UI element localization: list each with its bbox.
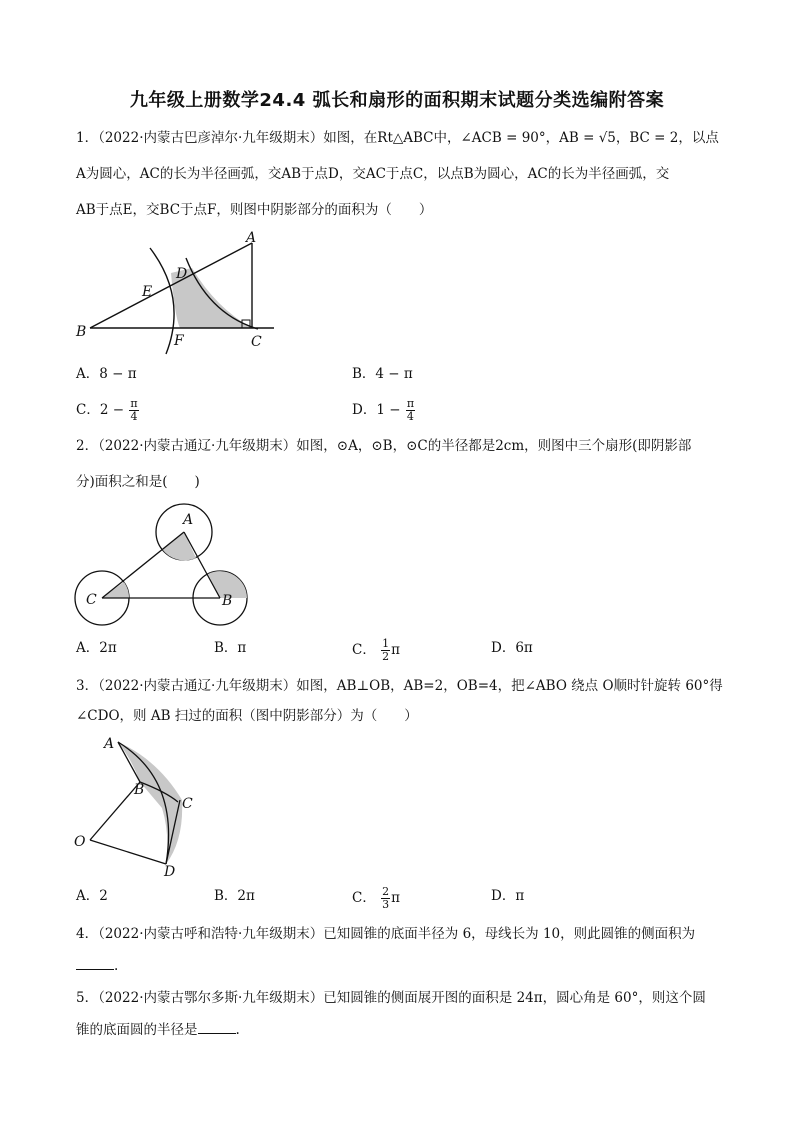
q2-label-a: A: [183, 512, 194, 528]
q1-option-d-denominator: 4: [406, 410, 414, 423]
q1-arc-b: [150, 248, 174, 354]
q3-option-c: [352, 886, 400, 911]
q3-option-b: B．2π: [214, 888, 255, 904]
q2-option-c-denominator: 2: [382, 650, 390, 663]
q2-option-c-fraction: [381, 638, 390, 663]
q1-line-2: A为圆心，AC的长为半径画弧，交AB于点D，交AC于点C，以点B为圆心，AC的长为半径画弧，交: [76, 166, 670, 182]
q1-option-c-prefix: C．2 −: [76, 402, 125, 418]
q2-option-c-prefix: C．: [352, 642, 376, 658]
q1-option-c-numerator: π: [130, 397, 138, 410]
q3-figure: [70, 730, 220, 878]
q2-option-c: [352, 638, 400, 663]
q3-option-c-suffix: π: [391, 890, 401, 906]
q3-label-o: O: [74, 834, 86, 850]
q5-line-1: 5．（2022·内蒙古鄂尔多斯·九年级期末）已知圆锥的侧面展开图的面积是 24π，圆心角是 60°，则这个圆: [76, 990, 706, 1006]
q3-option-c-fraction: [381, 886, 390, 911]
q2-option-c-suffix: π: [391, 642, 401, 658]
q3-label-d: D: [164, 864, 176, 878]
q4-line-2: [76, 956, 118, 976]
q2-option-c-numerator: 1: [382, 637, 390, 650]
q1-line-1: 1．（2022·内蒙古巴彦淖尔·九年级期末）如图，在Rt△ABC中，∠ACB = 90°，AB = √5，BC = 2，以点: [76, 130, 719, 146]
q2-label-b: B: [222, 593, 233, 609]
q1-label-e: E: [142, 284, 153, 300]
q2-option-a: A．2π: [76, 640, 117, 656]
q5-answer-blank[interactable]: [198, 1021, 236, 1034]
q1-label-a: A: [246, 230, 257, 246]
q1-figure: [70, 228, 290, 356]
q3-line-1: 3．（2022·内蒙古通辽·九年级期末）如图，AB⊥OB，AB=2，OB=4，把∠ABO 绕点 O顺时针旋转 60°得: [76, 678, 723, 694]
q3-option-c-prefix: C．: [352, 890, 376, 906]
q1-option-c-fraction: [129, 398, 138, 423]
q3-segment-od: [90, 840, 166, 864]
page-title: 九年级上册数学24.4 弧长和扇形的面积期末试题分类选编附答案: [129, 90, 665, 111]
q3-label-a: A: [104, 736, 115, 752]
q1-label-d: D: [176, 266, 188, 282]
q1-option-c-denominator: 4: [130, 410, 138, 423]
q3-line-2: ∠CDO，则 AB 扫过的面积（图中阴影部分）为（ ）: [76, 708, 418, 724]
q3-option-c-numerator: 2: [382, 885, 390, 898]
q3-label-b: B: [134, 782, 145, 798]
q2-segment-ab: [184, 532, 220, 598]
q1-label-c: C: [251, 334, 262, 350]
q4-line-1: 4．（2022·内蒙古呼和浩特·九年级期末）已知圆锥的底面半径为 6，母线长为 10，则此圆锥的侧面积为: [76, 926, 696, 942]
q1-option-d-numerator: π: [406, 397, 415, 410]
q3-option-c-denominator: 3: [382, 898, 390, 911]
q2-line-2: 分)面积之和是( ): [76, 474, 200, 490]
q1-line-3: AB于点E，交BC于点F，则图中阴影部分的面积为（ ）: [76, 202, 433, 218]
q1-option-c: [76, 398, 140, 423]
q2-segment-ac: [102, 532, 184, 598]
q2-option-d: D．6π: [491, 640, 533, 656]
q1-option-d: [352, 398, 416, 423]
q2-line-1: 2．（2022·内蒙古通辽·九年级期末）如图，⊙A，⊙B，⊙C的半径都是2cm，则图中三个扇形(即阴影部: [76, 438, 692, 454]
q4-answer-blank[interactable]: [76, 957, 114, 970]
q5-line-2: [76, 1020, 240, 1040]
q4-line-2-end: .: [114, 958, 119, 974]
q2-label-c: C: [86, 592, 97, 608]
q2-figure: [70, 502, 254, 626]
q3-label-c: C: [182, 796, 193, 812]
q3-option-d: D．π: [491, 888, 525, 904]
q2-option-b: B．π: [214, 640, 247, 656]
q1-option-a: A．8 − π: [76, 366, 137, 382]
q1-option-d-fraction: [406, 398, 415, 423]
q3-segment-ob: [90, 782, 140, 840]
q5-line-2-text: 锥的底面圆的半径是: [76, 1022, 198, 1038]
q1-option-d-prefix: D．1 −: [352, 402, 401, 418]
q1-label-f: F: [174, 333, 184, 349]
q2-sector-c: [102, 582, 129, 598]
q1-label-b: B: [76, 324, 87, 340]
q3-option-a: A．2: [76, 888, 108, 904]
q1-option-b: B．4 − π: [352, 366, 413, 382]
q5-line-2-end: .: [235, 1022, 240, 1038]
